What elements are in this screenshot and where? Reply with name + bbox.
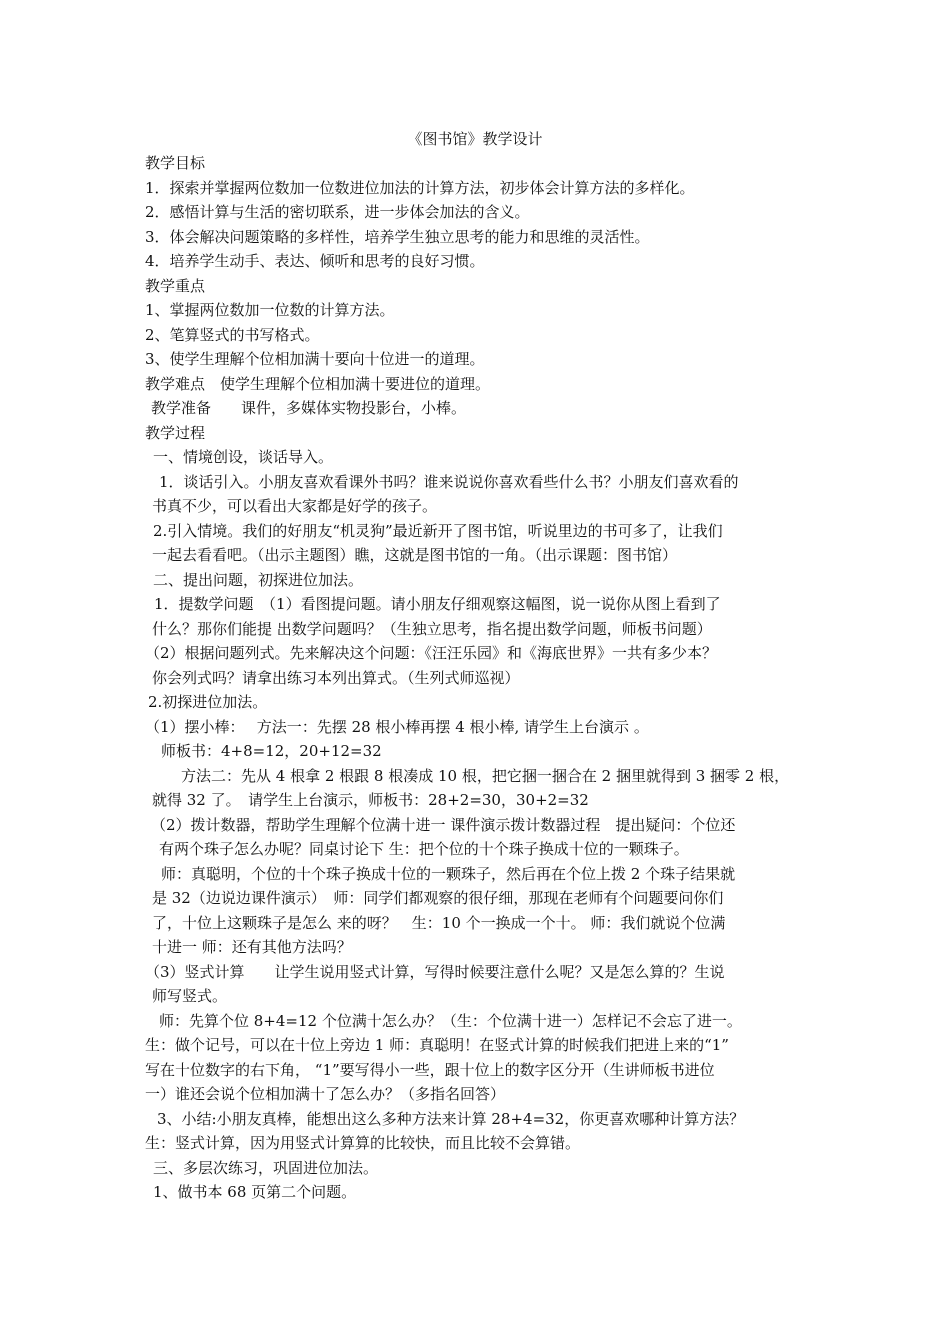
document-body [145, 151, 815, 1205]
paragraph-line: 是 32（边说边课件演示） 师：同学们都观察的很仔细，那现在老师有个问题要问你们 [152, 889, 724, 907]
paragraph-line: 师板书：4+8=12，20+12=32 [161, 742, 382, 760]
paragraph-line: （3）竖式计算 让学生说用竖式计算，写得时候要注意什么呢？又是怎么算的？生说 [145, 962, 725, 981]
paragraph-line: 1、掌握两位数加一位数的计算方法。 [145, 301, 395, 319]
paragraph-line: 一）谁还会说个位相加满十了怎么办？（多指名回答） [145, 1085, 506, 1103]
paragraph-line: 师写竖式。 [152, 987, 228, 1005]
paragraph-line: （2）根据问题列式。先来解决这个问题：《汪汪乐园》和《海底世界》一共有多少本？ [145, 644, 718, 662]
paragraph-line: 1．探索并掌握两位数加一位数进位加法的计算方法，初步体会计算方法的多样化。 [145, 178, 695, 197]
paragraph-line: 1、做书本 68 页第二个问题。 [153, 1183, 357, 1201]
paragraph-line: 书真不少，可以看出大家都是好学的孩子。 [152, 497, 438, 515]
paragraph-line: 了，十位上这颗珠子是怎么 来的呀？ 生：10 个一换成一个十。 师：我们就说个位满 [152, 913, 726, 932]
paragraph-line: 教学过程 [145, 423, 206, 442]
paragraph-line: 3．体会解决问题策略的多样性，培养学生独立思考的能力和思维的灵活性。 [145, 227, 650, 246]
paragraph-line: 写在十位数字的右下角， “1”要写得小一些，跟十位上的数字区分开（生讲师板书进位 [145, 1060, 715, 1079]
paragraph-line: 2.引入情境。我们的好朋友“机灵狗”最近新开了图书馆，听说里边的书可多了，让我们 [153, 521, 723, 540]
paragraph-line: 教学重点 [145, 276, 206, 295]
paragraph-line: 2.初探进位加法。 [148, 693, 268, 711]
paragraph-line: 什么？那你们能提 出数学问题吗？（生独立思考，指名提出数学问题，师板书问题） [152, 619, 712, 638]
paragraph-line: 生：竖式计算，因为用竖式计算算的比较快，而且比较不会算错。 [145, 1134, 581, 1152]
paragraph-line: 方法二：先从 4 根拿 2 根跟 8 根凑成 10 根，把它捆一捆合在 2 捆里就得到 3 捆零 2 根， [181, 766, 790, 785]
paragraph-line: 4．培养学生动手、表达、倾听和思考的良好习惯。 [145, 252, 485, 270]
paragraph-line: 就得 32 了。 请学生上台演示，师板书：28+2=30，30+2=32 [152, 791, 589, 809]
paragraph-line: 一、情境创设，谈话导入。 [153, 448, 334, 466]
paragraph-line: 3、使学生理解个位相加满十要向十位进一的道理。 [145, 350, 485, 368]
paragraph-line: 师：先算个位 8+4=12 个位满十怎么办？（生：个位满十进一）怎样记不会忘了进一。 [159, 1011, 742, 1030]
paragraph-line: 3、小结:小朋友真棒，能想出这么多种方法来计算 28+4=32，你更喜欢哪种计算方法？ [157, 1109, 745, 1128]
paragraph-line: 1．谈话引入。小朋友喜欢看课外书吗？谁来说说你喜欢看些什么书？小朋友们喜欢看的 [159, 472, 739, 491]
paragraph-line: 2．感悟计算与生活的密切联系，进一步体会加法的含义。 [145, 203, 530, 221]
paragraph-line: 三、多层次练习，巩固进位加法。 [153, 1158, 379, 1177]
paragraph-line: 教学目标 [145, 154, 206, 172]
paragraph-line: （1）摆小棒： 方法一：先摆 28 根小棒再摆 4 根小棒, 请学生上台演示 。 [145, 717, 649, 736]
paragraph-line: 2、笔算竖式的书写格式。 [145, 325, 320, 344]
paragraph-line: 教学难点 使学生理解个位相加满十要进位的道理。 [145, 374, 491, 393]
paragraph-line: 有两个珠子怎么办呢？同桌讨论下 生：把个位的十个珠子换成十位的一颗珠子。 [159, 840, 689, 858]
paragraph-line: 生：做个记号，可以在十位上旁边 1 师：真聪明！在竖式计算的时候我们把进上来的“1” [145, 1036, 729, 1054]
document-title: 《图书馆》教学设计 [407, 130, 543, 148]
paragraph-line: 你会列式吗？请拿出练习本列出算式。（生列式师巡视） [152, 668, 520, 687]
paragraph-line: 师：真聪明，个位的十个珠子换成十位的一颗珠子，然后再在个位上拨 2 个珠子结果就 [161, 864, 736, 883]
paragraph-line: 教学准备 课件，多媒体实物投影台，小棒。 [151, 399, 467, 417]
paragraph-line: 十进一 师：还有其他方法吗？ [152, 938, 352, 956]
paragraph-line: 一起去看看吧。（出示主题图）瞧，这就是图书馆的一角。（出示课题：图书馆） [152, 546, 678, 564]
paragraph-line: 1．提数学问题 （1）看图提问题。请小朋友仔细观察这幅图，说一说你从图上看到了 [154, 595, 721, 613]
paragraph-line: （2）拨计数器，帮助学生理解个位满十进一 课件演示拨计数器过程 提出疑问：个位还 [151, 815, 736, 834]
paragraph-line: 二、提出问题，初探进位加法。 [153, 570, 364, 589]
